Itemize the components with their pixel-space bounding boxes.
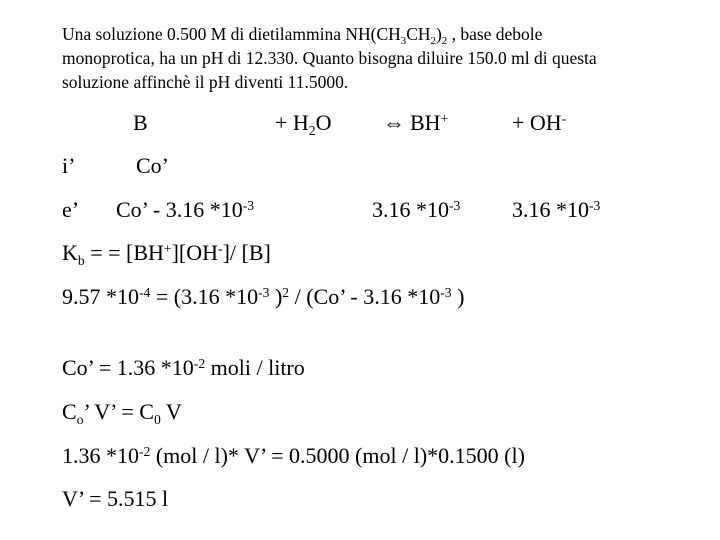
product-oh: + OH- [512,110,567,135]
kb-expression: $K_b$ = = [BH+][OH-]/ [B] [62,240,271,268]
co-result: Co’ = 1.36 $*10^{-2}$ moli / litro [62,355,305,380]
reactant-b: B [133,110,148,135]
problem-line-2: monoprotica, ha un pH di 12.330. Quanto bisogna diluire 150.0 ml di questa [62,48,597,68]
problem-line-3: soluzione affinchè il pH diventi 11.5000. [62,72,349,92]
equilibrium-bh: 3.16 $*10^{-3}$ [372,197,461,222]
equilibrium-b: Co’ - 3.16 $*10^{-3}$ [116,197,255,222]
product-bh: BH+ [410,110,449,135]
equilibrium-oh: 3.16 $*10^{-3}$ [512,197,601,222]
kb-numeric-equation: 9.57 $*10^{-4} = (3.16$ $*10^{-3}$ )$^2$ / (Co’ - 3.16 $*10^{-3}$ ) [62,284,465,309]
reactant-water: + $H_2O$ [275,110,332,138]
initial-concentration: Co’ [136,153,169,178]
dilution-numeric-equation: 1.36 $*10^{-2}$ (mol / l)* V’ = 0.5000 (mol / l)*0.1500 (l) [62,443,525,468]
dilution-formula: $C_o$’ V’ = $C_0$ V [62,399,182,427]
problem-statement [62,22,702,94]
initial-label: i’ [62,153,76,178]
final-volume-result: V’ = 5.515 l [62,486,169,511]
equilibrium-label: e’ [62,197,80,222]
problem-line-1: Una soluzione 0.500 M di dietilammina $NH(CH_3CH_2)_2$ , base debole [62,24,543,47]
equilibrium-arrow-icon: ⇔ [383,110,405,135]
